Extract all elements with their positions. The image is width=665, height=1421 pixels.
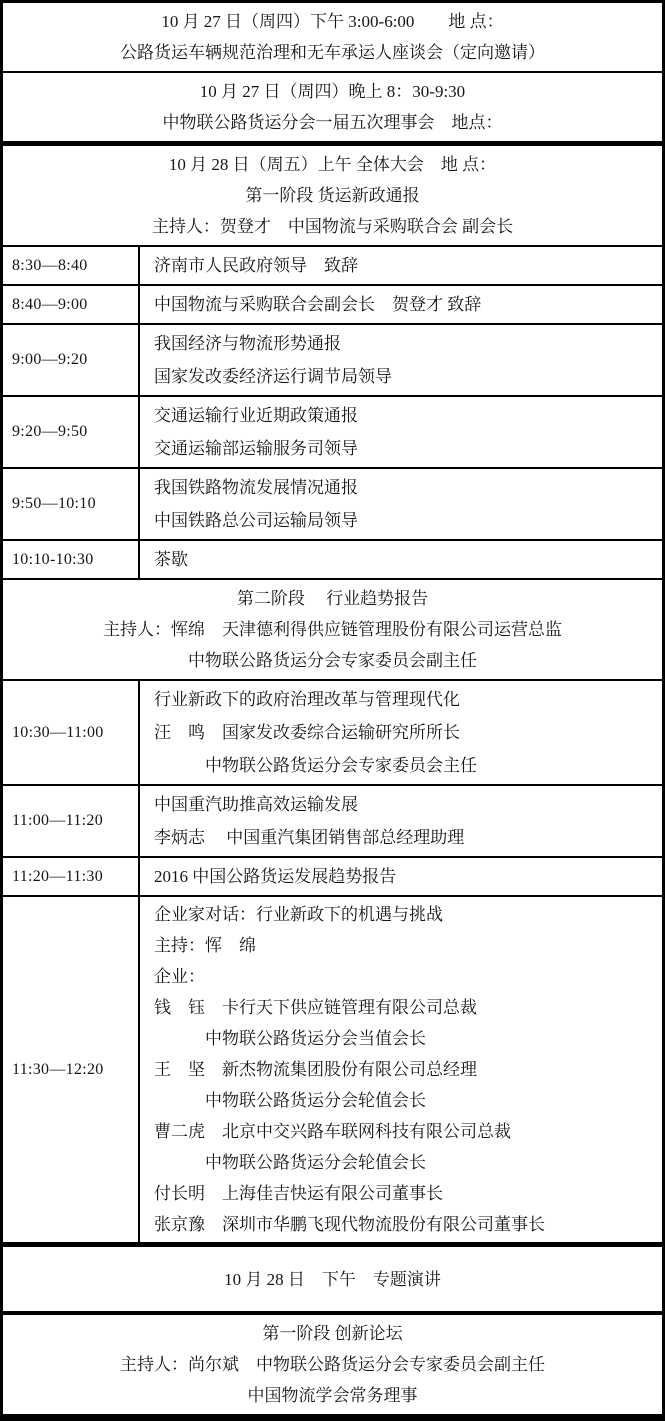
agenda-line: 济南市人民政府领导 致辞 — [154, 256, 358, 275]
agenda-line: 李炳志 中国重汽集团销售部总经理助理 — [154, 828, 465, 847]
time-cell — [3, 541, 140, 578]
time-cell — [3, 397, 140, 467]
agenda-line: 行业新政下的政府治理改革与管理现代化 — [154, 690, 460, 709]
session-oct28-morning-stage1 — [3, 146, 662, 247]
agenda-row-0900 — [3, 325, 662, 397]
agenda-line: 中国重汽助推高效运输发展 — [154, 795, 358, 814]
agenda-line: 国家发改委经济运行调节局领导 — [154, 367, 392, 386]
banner-line: 第二阶段 行业趋势报告 — [236, 589, 429, 608]
agenda-line: 中物联公路货运分会当值会长 — [205, 1029, 426, 1048]
agenda-line: 交通运输行业近期政策通报 — [154, 406, 358, 425]
banner-line: 第一阶段 创新论坛 — [262, 1324, 403, 1343]
time-range: 11:30—12:20 — [12, 1060, 104, 1078]
agenda-item — [140, 897, 662, 1242]
time-range: 9:00—9:20 — [12, 351, 88, 368]
session-stage1-innovation-forum — [3, 1315, 662, 1414]
time-cell — [3, 469, 140, 539]
banner-line: 主持人：恽绵 天津德利得供应链管理股份有限公司运营总监 — [103, 620, 562, 639]
agenda-line: 中国铁路总公司运输局领导 — [154, 511, 358, 530]
banner-line: 中物联公路货运分会专家委员会副主任 — [188, 651, 477, 670]
agenda-line: 2016 中国公路货运发展趋势报告 — [154, 867, 397, 886]
time-range: 10:10-10:30 — [12, 550, 94, 568]
time-range: 9:20—9:50 — [12, 423, 88, 440]
time-cell — [3, 681, 140, 784]
agenda-line: 汪 鸣 国家发改委综合运输研究所所长 — [154, 723, 460, 742]
time-cell — [3, 325, 140, 395]
agenda-row-1120 — [3, 858, 662, 897]
agenda-line: 交通运输部运输服务司领导 — [154, 439, 358, 458]
agenda-line: 中国物流与采购联合会副会长 贺登才 致辞 — [154, 295, 482, 314]
agenda-line: 中物联公路货运分会轮值会长 — [205, 1091, 426, 1110]
session-oct27-afternoon — [3, 3, 662, 73]
time-range: 10:30—11:00 — [12, 723, 104, 741]
agenda-line: 中物联公路货运分会专家委员会主任 — [205, 756, 477, 775]
banner-line: 10 月 28 日（周五）上午 全体大会 地 点： — [168, 155, 497, 174]
time-cell — [3, 247, 140, 284]
time-range: 8:40—9:00 — [12, 295, 88, 313]
agenda-row-1030 — [3, 681, 662, 786]
agenda-item — [140, 286, 662, 323]
agenda-item — [140, 541, 662, 578]
agenda-row-0920 — [3, 397, 662, 469]
banner-line: 主持人：贺登才 中国物流与采购联合会 副会长 — [151, 217, 514, 236]
agenda-row-1130-panel — [3, 897, 662, 1247]
agenda-row-0950 — [3, 469, 662, 541]
banner-line: 第一阶段 货运新政通报 — [245, 186, 420, 205]
time-cell — [3, 286, 140, 323]
agenda-line: 企业家对话：行业新政下的机遇与挑战 — [154, 905, 443, 924]
agenda-line: 曹二虎 北京中交兴路车联网科技有限公司总裁 — [154, 1122, 511, 1141]
agenda-line: 王 坚 新杰物流集团股份有限公司总经理 — [154, 1060, 477, 1079]
banner-line: 中国物流学会常务理事 — [247, 1386, 418, 1405]
agenda-line: 付长明 上海佳吉快运有限公司董事长 — [154, 1184, 443, 1203]
time-cell — [3, 786, 140, 856]
session-oct28-afternoon — [3, 1247, 662, 1315]
banner-line: 10 月 28 日 下午 专题演讲 — [224, 1269, 441, 1289]
agenda-item — [140, 858, 662, 895]
agenda-item — [140, 681, 662, 784]
banner-line: 10 月 27 日（周四）晚上 8：30-9:30 — [199, 82, 466, 101]
time-range: 8:30—8:40 — [12, 256, 88, 274]
agenda-line: 中物联公路货运分会轮值会长 — [205, 1153, 426, 1172]
banner-line: 公路货运车辆规范治理和无车承运人座谈会（定向邀请） — [120, 43, 545, 62]
time-cell — [3, 897, 140, 1242]
banner-line: 10 月 27 日（周四）下午 3:00-6:00 地 点： — [161, 12, 504, 31]
session-oct27-evening — [3, 73, 662, 146]
agenda-line: 茶歇 — [154, 550, 188, 569]
agenda-row-1010 — [3, 541, 662, 580]
agenda-row-0840 — [3, 286, 662, 325]
agenda-line: 我国经济与物流形势通报 — [154, 334, 341, 353]
banner-line: 主持人：尚尔斌 中物联公路货运分会专家委员会副主任 — [120, 1355, 545, 1374]
session-stage2-trend-report — [3, 580, 662, 681]
time-cell — [3, 858, 140, 895]
agenda-item — [140, 325, 662, 395]
time-range: 11:00—11:20 — [12, 812, 104, 829]
agenda-item — [140, 397, 662, 467]
agenda-line: 钱 钰 卡行天下供应链管理有限公司总裁 — [154, 998, 477, 1017]
agenda-row-0830 — [3, 247, 662, 286]
agenda-line: 张京豫 深圳市华鹏飞现代物流股份有限公司董事长 — [154, 1215, 545, 1234]
agenda-line: 主持：恽 绵 — [154, 936, 256, 955]
time-range: 11:20—11:30 — [12, 867, 104, 885]
banner-line: 中物联公路货运分会一届五次理事会 地点： — [162, 113, 503, 132]
agenda-line: 企业： — [154, 967, 205, 986]
time-range: 9:50—10:10 — [12, 495, 96, 512]
agenda-item — [140, 247, 662, 284]
agenda-line: 我国铁路物流发展情况通报 — [154, 478, 358, 497]
agenda-row-1100 — [3, 786, 662, 858]
agenda-item — [140, 469, 662, 539]
agenda-item — [140, 786, 662, 856]
